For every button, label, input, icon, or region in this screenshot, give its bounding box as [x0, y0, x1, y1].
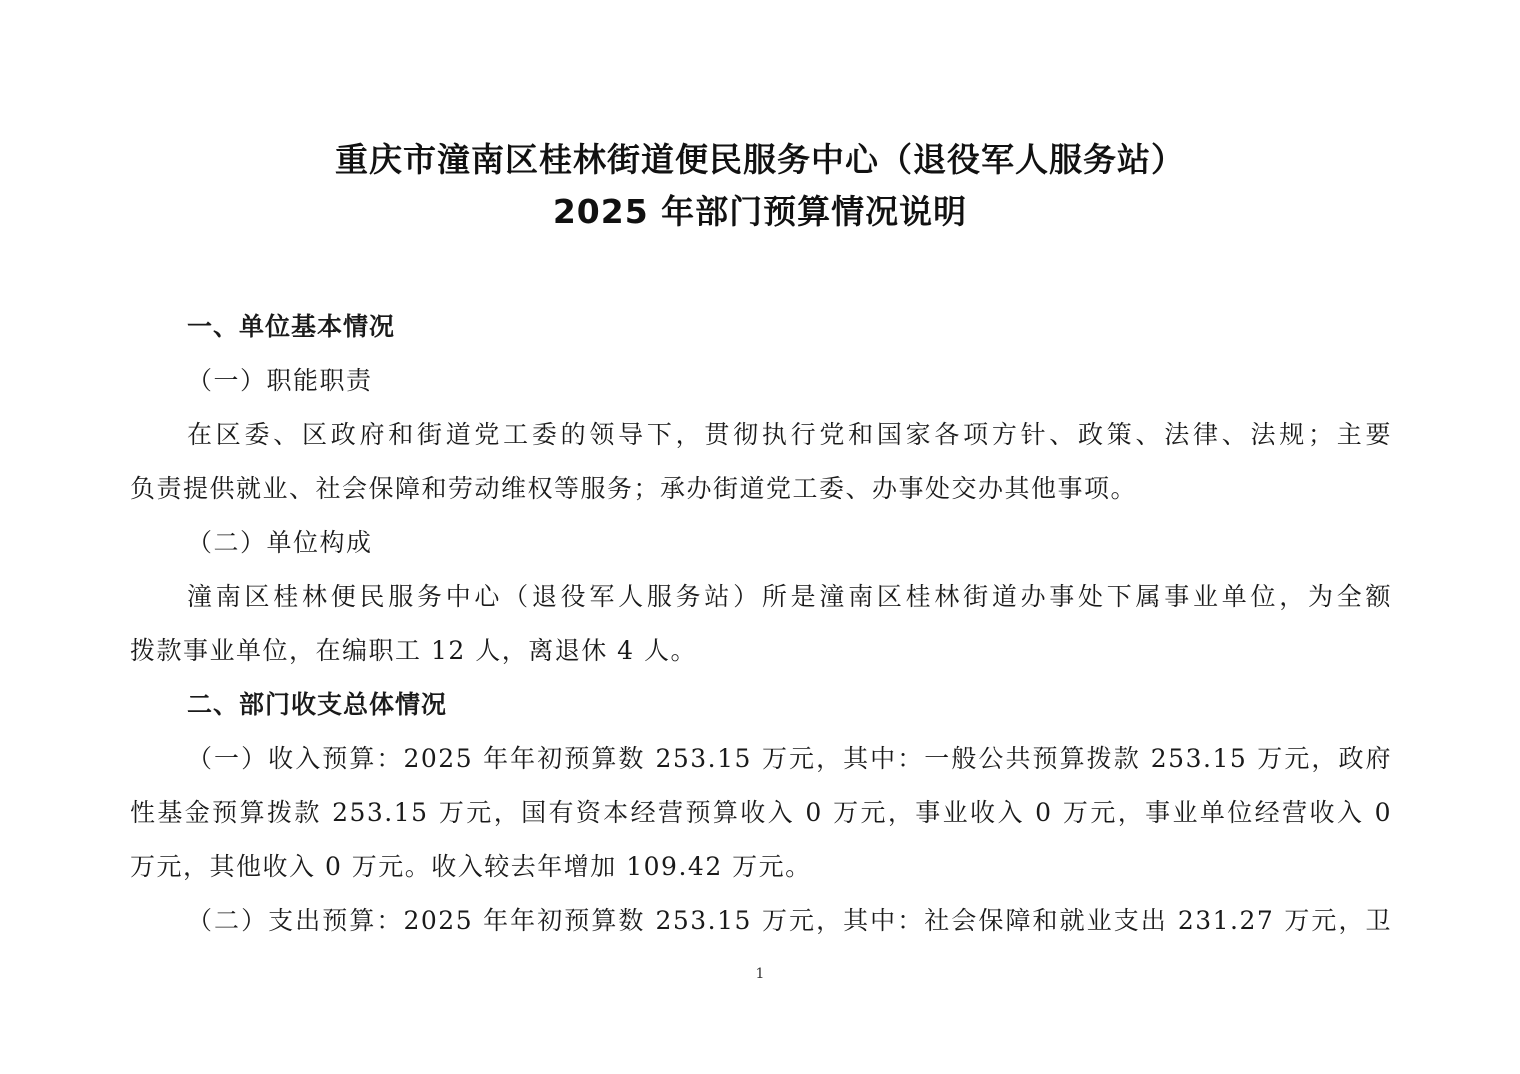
- paragraph-line: 潼南区桂林便民服务中心（退役军人服务站）所是潼南区桂林街道办事处下属事业单位，为全额: [187, 582, 1392, 611]
- paragraph-line: （一）收入预算：2025 年年初预算数 253.15 万元，其中：一般公共预算拨款 253.15 万元，政府: [187, 744, 1392, 773]
- document-body: [130, 300, 1392, 948]
- subsection-heading-duties: （一）职能职责: [187, 366, 373, 395]
- paragraph-line: 性基金预算拨款 253.15 万元，国有资本经营预算收入 0 万元，事业收入 0 万元，事业单位经营收入 0: [130, 798, 1392, 827]
- document-title: [0, 134, 1520, 238]
- paragraph-line: 拨款事业单位，在编职工 12 人，离退休 4 人。: [130, 636, 698, 665]
- subsection-heading-composition: （二）单位构成: [187, 528, 373, 557]
- paragraph-line: 负责提供就业、社会保障和劳动维权等服务；承办街道党工委、办事处交办其他事项。: [130, 474, 1138, 503]
- title-line-2: 2025 年部门预算情况说明: [552, 192, 968, 231]
- section-heading-budget-overview: 二、部门收支总体情况: [187, 690, 448, 719]
- title-line-1: 重庆市潼南区桂林街道便民服务中心（退役军人服务站）: [335, 140, 1185, 179]
- paragraph-line: 万元，其他收入 0 万元。收入较去年增加 109.42 万元。: [130, 852, 812, 881]
- paragraph-line: 在区委、区政府和街道党工委的领导下，贯彻执行党和国家各项方针、政策、法律、法规；主要: [187, 420, 1392, 449]
- section-heading-basic-info: 一、单位基本情况: [187, 312, 396, 341]
- paragraph-line: （二）支出预算：2025 年年初预算数 253.15 万元，其中：社会保障和就业支出 231.27 万元，卫: [187, 906, 1392, 935]
- page-number: 1: [755, 966, 765, 982]
